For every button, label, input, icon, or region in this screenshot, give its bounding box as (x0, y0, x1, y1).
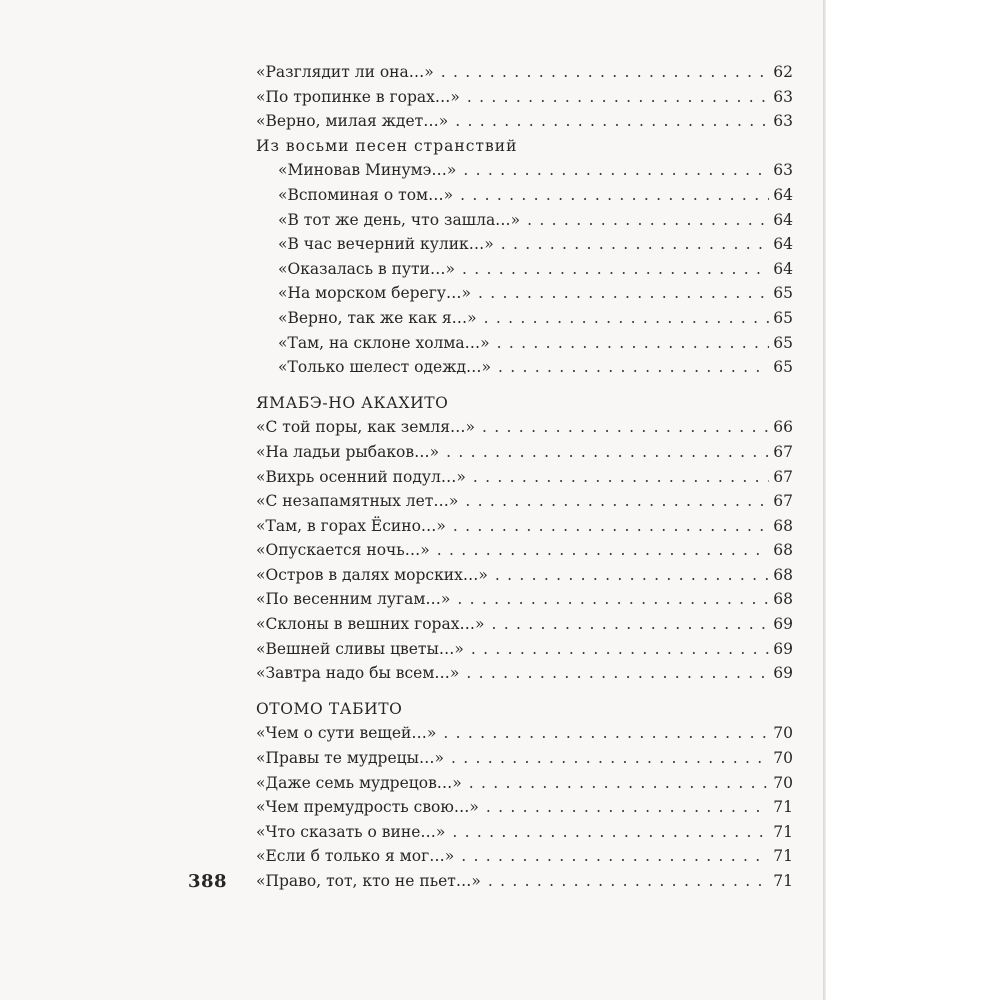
toc-entry-page: 71 (773, 798, 793, 817)
toc-entry (256, 158, 793, 183)
toc-entry-page: 65 (773, 358, 793, 377)
toc-entry-title: «Чем о сути вещей…» (256, 724, 437, 743)
toc-entry (256, 489, 793, 514)
toc-entry (256, 440, 793, 465)
leader-dots (527, 208, 769, 233)
toc-entry-page: 65 (773, 308, 793, 327)
table-of-contents (256, 60, 793, 894)
toc-entry-page: 64 (773, 259, 793, 278)
leader-dots (482, 415, 769, 440)
leader-dots (495, 563, 769, 588)
toc-entry-title: «В час вечерний кулик…» (278, 235, 494, 254)
leader-dots (473, 465, 769, 490)
toc-entry-page: 63 (773, 87, 793, 106)
toc-entry (256, 637, 793, 662)
toc-entry-title: «Правы те мудрецы…» (256, 749, 444, 768)
toc-entry-page: 68 (773, 565, 793, 584)
toc-entry-title: «В тот же день, что зашла…» (278, 210, 521, 229)
toc-entry-title: «На морском берегу…» (278, 284, 471, 303)
leader-dots (452, 820, 769, 845)
toc-entry (256, 869, 793, 894)
section-title-akahito: ЯМАБЭ-НО АКАХИТО (256, 393, 449, 412)
toc-entry-page: 65 (773, 284, 793, 303)
toc-entry (256, 208, 793, 233)
leader-dots (462, 257, 769, 282)
leader-dots (460, 183, 769, 208)
toc-entry (256, 306, 793, 331)
leader-dots (466, 661, 769, 686)
toc-entry (256, 746, 793, 771)
toc-entry-page: 66 (773, 418, 793, 437)
toc-entry (256, 587, 793, 612)
toc-entry (256, 415, 793, 440)
toc-entry-title: «Право, тот, кто не пьет…» (256, 872, 481, 890)
toc-entry-title: «Опускается ночь…» (256, 541, 430, 560)
toc-entry-title: «Верно, милая ждет…» (256, 112, 449, 131)
toc-entry (256, 85, 793, 110)
toc-entry (256, 795, 793, 820)
toc-entry (256, 281, 793, 306)
leader-dots (471, 637, 769, 662)
toc-entry-page: 70 (773, 749, 793, 768)
toc-entry-page: 67 (773, 442, 793, 461)
leader-dots (461, 844, 769, 869)
toc-entry (256, 563, 793, 588)
leader-dots (451, 746, 769, 771)
toc-entry (256, 721, 793, 746)
toc-entry (256, 771, 793, 796)
toc-entry-title: «По тропинке в горах…» (256, 87, 460, 106)
toc-entry-title: «Только шелест одежд…» (278, 358, 492, 377)
toc-entry-title: «Остров в далях морских…» (256, 565, 488, 584)
toc-entry-title: «Даже семь мудрецов…» (256, 773, 462, 792)
toc-entry-page: 64 (773, 235, 793, 254)
toc-entry-page: 68 (773, 590, 793, 609)
leader-dots (457, 587, 769, 612)
toc-entry-title: «Вспоминая о том…» (278, 185, 454, 204)
leader-dots (486, 795, 769, 820)
toc-entry-title: «Миновав Минумэ…» (278, 161, 457, 180)
toc-entry (256, 183, 793, 208)
toc-entry-title: «Чем премудрость свою…» (256, 798, 479, 817)
toc-entry-page: 67 (773, 467, 793, 486)
toc-entry-page: 69 (773, 639, 793, 658)
toc-entry-page: 69 (773, 615, 793, 634)
toc-entry-title: «Завтра надо бы всем…» (256, 664, 460, 683)
section-title-tabito: ОТОМО ТАБИТО (256, 699, 403, 718)
toc-entry-page: 69 (773, 664, 793, 683)
toc-entry-page: 71 (773, 847, 793, 866)
toc-entry-title: «Там, на склоне холма…» (278, 333, 490, 352)
toc-entry-page: 68 (773, 541, 793, 560)
toc-entry-title: «С той поры, как земля…» (256, 418, 476, 437)
leader-dots (463, 158, 769, 183)
toc-entry-title: «Там, в горах Ёсино…» (256, 516, 446, 535)
toc-entry-page: 71 (773, 872, 793, 890)
leader-dots (446, 440, 769, 465)
toc-entry (256, 60, 793, 85)
toc-entry-page: 63 (773, 161, 793, 180)
leader-dots (465, 489, 769, 514)
leader-dots (453, 514, 769, 539)
toc-entry-title: «Вихрь осенний подул…» (256, 467, 466, 486)
toc-entry (256, 538, 793, 563)
toc-entry-title: «Склоны в вешних горах…» (256, 615, 485, 634)
toc-entry (256, 514, 793, 539)
toc-entry (256, 465, 793, 490)
toc-entry-title: «Вешней сливы цветы…» (256, 639, 464, 658)
leader-dots (498, 355, 769, 380)
toc-entry (256, 661, 793, 686)
toc-entry-page: 68 (773, 516, 793, 535)
toc-entry (256, 109, 793, 134)
leader-dots (497, 331, 769, 356)
toc-entry-page: 64 (773, 185, 793, 204)
page-number: 388 (188, 871, 228, 892)
toc-entry-title: «Разглядит ли она…» (256, 63, 434, 81)
toc-entry-title: «Верно, так же как я…» (278, 308, 477, 327)
leader-dots (484, 306, 769, 331)
toc-entry-page: 64 (773, 210, 793, 229)
leader-dots (467, 85, 769, 110)
toc-entry (256, 612, 793, 637)
toc-entry-title: «Что сказать о вине…» (256, 822, 446, 841)
toc-entry-page: 62 (773, 63, 793, 81)
toc-entry-page: 65 (773, 333, 793, 352)
toc-entry-title: «Оказалась в пути…» (278, 259, 455, 278)
toc-entry (256, 355, 793, 380)
toc-entry-page: 70 (773, 773, 793, 792)
toc-entry-title: «С незапамятных лет…» (256, 492, 459, 511)
leader-dots (469, 771, 769, 796)
page-edge-shadow (823, 0, 826, 1000)
toc-entry-page: 71 (773, 822, 793, 841)
leader-dots (488, 869, 769, 894)
leader-dots (478, 281, 769, 306)
leader-dots (455, 109, 769, 134)
leader-dots (443, 721, 769, 746)
toc-entry (256, 257, 793, 282)
toc-entry-title: «На ладьи рыбаков…» (256, 442, 440, 461)
toc-entry (256, 820, 793, 845)
leader-dots (441, 60, 769, 85)
leader-dots (491, 612, 769, 637)
toc-entry (256, 844, 793, 869)
leader-dots (501, 232, 769, 257)
toc-entry-page: 67 (773, 492, 793, 511)
toc-entry-page: 70 (773, 724, 793, 743)
toc-entry-title: «По весенним лугам…» (256, 590, 451, 609)
leader-dots (437, 538, 769, 563)
toc-entry (256, 331, 793, 356)
toc-entry-title: «Если б только я мог…» (256, 847, 455, 866)
toc-entry (256, 232, 793, 257)
subsection-heading: Из восьми песен странствий (256, 136, 518, 155)
toc-entry-page: 63 (773, 112, 793, 131)
